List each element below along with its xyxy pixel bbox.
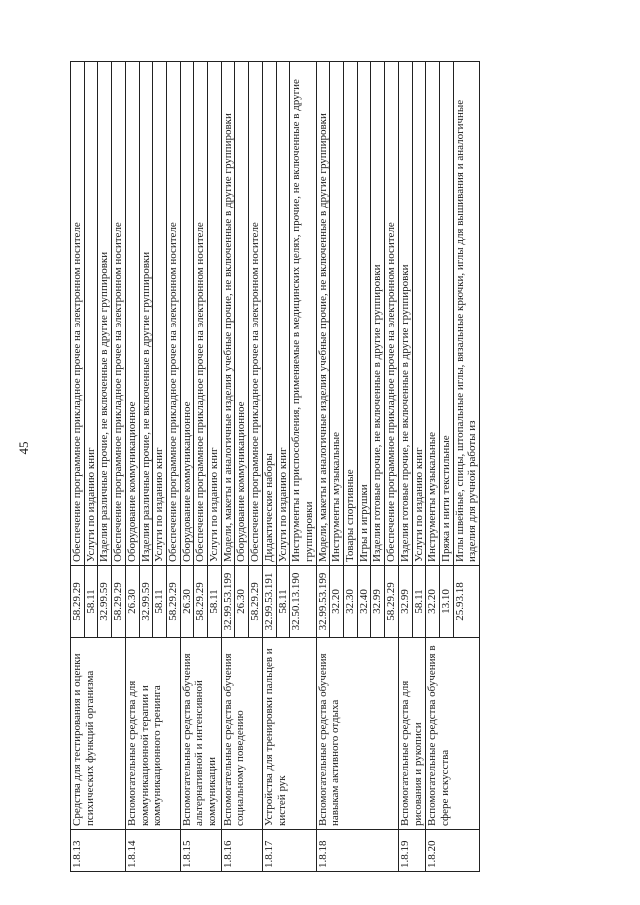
row-number: 1.8.20 [426,830,480,872]
item-name: Вспомогательные средства обучения социальному поведению [221,638,262,830]
okpd-code: 58.11 [276,566,290,638]
code-description: Оборудование коммуникационное [180,62,194,566]
code-description: Иглы швейные, спицы, штопальные иглы, вязальные крючки, иглы для вышивания и аналогичные изделия для ручной работы из [453,62,479,566]
okpd-code: 58.29.29 [112,566,126,638]
okpd-code: 58.11 [208,566,222,638]
okpd-code: 13.10 [439,566,453,638]
table-row [316,62,330,872]
okpd-code: 25.93.18 [453,566,479,638]
code-description: Изделия готовые прочие, не включенные в другие группировки [398,62,412,566]
okpd-code: 32.99 [371,566,385,638]
okpd-code: 26.30 [235,566,249,638]
okpd-code: 32.20 [426,566,440,638]
code-description: Изделия различные прочие, не включенные в другие группировки [98,62,112,566]
code-description: Изделия различные прочие, не включенные в другие группировки [139,62,153,566]
item-name: Средства для тестирования и оценки психических функций организма [71,638,126,830]
code-description: Обеспечение программное прикладное прочее на электронном носителе [385,62,399,566]
code-description: Обеспечение программное прикладное прочее на электронном носителе [249,62,263,566]
code-description: Пряжа и нити текстильные [439,62,453,566]
code-description: Инструменты музыкальные [426,62,440,566]
classification-table [70,61,480,872]
row-number: 1.8.18 [316,830,398,872]
code-description: Инструменты музыкальные [330,62,344,566]
item-name: Вспомогательные средства обучения навыкам активного отдыха [316,638,398,830]
code-description: Обеспечение программное прикладное прочее на электронном носителе [112,62,126,566]
okpd-code: 26.30 [125,566,139,638]
okpd-code: 32.50.13.190 [290,566,316,638]
table-body [71,62,480,872]
okpd-code: 58.29.29 [71,566,85,638]
code-description: Услуги по изданию книг [208,62,222,566]
code-description: Обеспечение программное прикладное прочее на электронном носителе [71,62,85,566]
table-row [71,62,85,872]
table-row [398,62,412,872]
code-description: Услуги по изданию книг [276,62,290,566]
item-name: Устройства для тренировки пальцев и кистей рук [262,638,316,830]
okpd-code: 32.30 [344,566,358,638]
rotated-table-wrapper [70,62,570,872]
okpd-code: 58.29.29 [194,566,208,638]
code-description: Модели, макеты и аналогичные изделия учебные прочие, не включенные в другие группировки [221,62,235,566]
okpd-code: 32.99.53.199 [221,566,235,638]
okpd-code: 32.99.53.191 [262,566,276,638]
page-number: 45 [16,441,31,455]
table-row [426,62,440,872]
okpd-code: 32.99.59 [139,566,153,638]
item-name: Вспомогательные средства для коммуникационной терапии и коммуникационного тренинга [125,638,180,830]
okpd-code: 58.11 [412,566,426,638]
code-description: Услуги по изданию книг [412,62,426,566]
table-row [221,62,235,872]
row-number: 1.8.14 [125,830,180,872]
row-number: 1.8.13 [71,830,126,872]
code-description: Дидактические наборы [262,62,276,566]
code-description: Услуги по изданию книг [153,62,167,566]
item-name: Вспомогательные средства обучения альтернативной и интенсивной коммуникации [180,638,221,830]
code-description: Игры и игрушки [357,62,371,566]
okpd-code: 58.29.29 [385,566,399,638]
table-row [180,62,194,872]
okpd-code: 58.29.29 [249,566,263,638]
row-number: 1.8.15 [180,830,221,872]
code-description: Изделия готовые прочие, не включенные в другие группировки [371,62,385,566]
row-number: 1.8.16 [221,830,262,872]
code-description: Услуги по изданию книг [84,62,98,566]
table-row [125,62,139,872]
okpd-code: 32.99.59 [98,566,112,638]
okpd-code: 26.30 [180,566,194,638]
item-name: Вспомогательные средства для рисования и рукописи [398,638,425,830]
okpd-code: 32.99 [398,566,412,638]
code-description: Модели, макеты и аналогичные изделия учебные прочие, не включенные в другие группировки [316,62,330,566]
item-name: Вспомогательные средства обучения в сфере искусства [426,638,480,830]
table-row [262,62,276,872]
okpd-code: 32.20 [330,566,344,638]
okpd-code: 58.29.29 [166,566,180,638]
row-number: 1.8.19 [398,830,425,872]
code-description: Товары спортивные [344,62,358,566]
code-description: Обеспечение программное прикладное прочее на электронном носителе [166,62,180,566]
okpd-code: 58.11 [153,566,167,638]
okpd-code: 32.99.53.199 [316,566,330,638]
code-description: Оборудование коммуникационное [235,62,249,566]
row-number: 1.8.17 [262,830,316,872]
okpd-code: 58.11 [84,566,98,638]
okpd-code: 32.40 [357,566,371,638]
code-description: Инструменты и приспособления, применяемые в медицинских целях, прочие, не включенные в другие группировки [290,62,316,566]
code-description: Оборудование коммуникационное [125,62,139,566]
code-description: Обеспечение программное прикладное прочее на электронном носителе [194,62,208,566]
